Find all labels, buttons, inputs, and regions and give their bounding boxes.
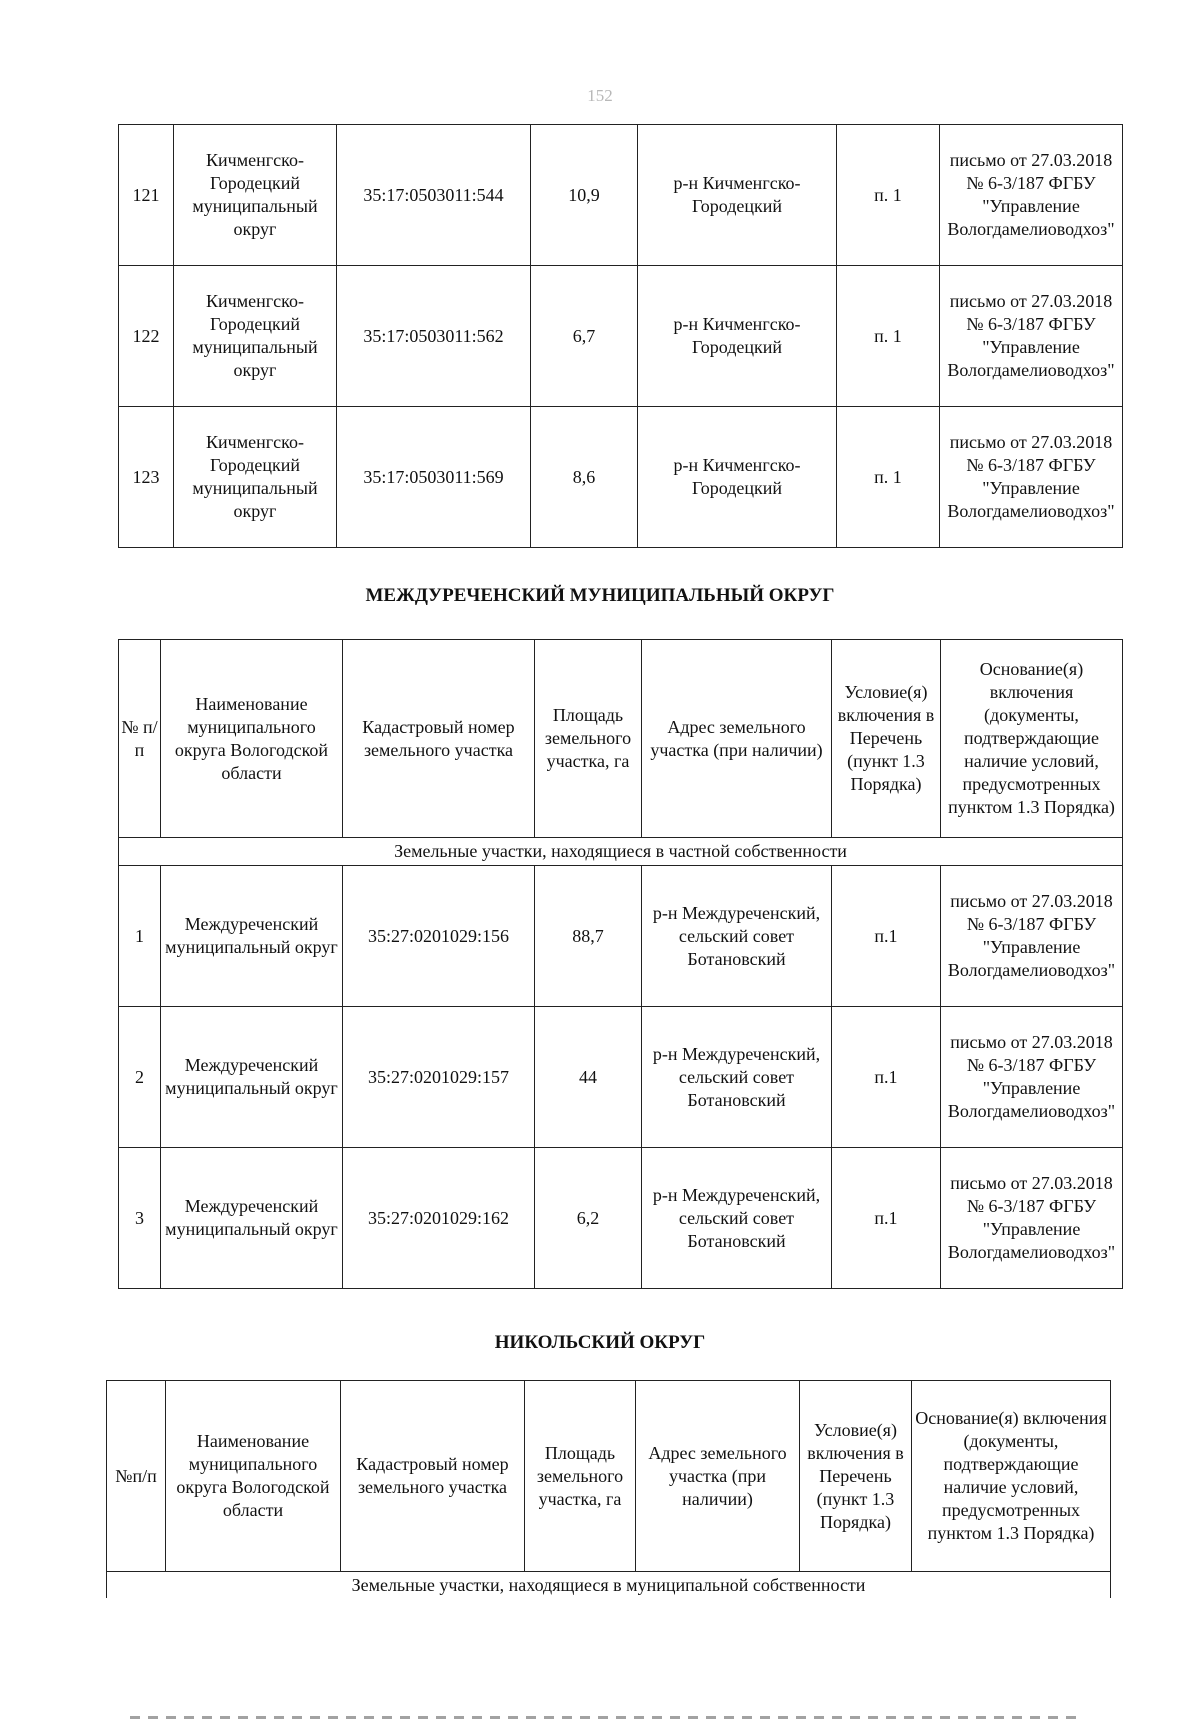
inclusion-basis: письмо от 27.03.2018 № 6-3/187 ФГБУ "Управление Вологдамелиоводхоз" bbox=[941, 1007, 1123, 1148]
row-number: 2 bbox=[119, 1007, 161, 1148]
column-header: Адрес земельного участка (при наличии) bbox=[636, 1381, 800, 1572]
cadastral-number: 35:27:0201029:162 bbox=[343, 1148, 535, 1289]
plot-area: 88,7 bbox=[535, 866, 642, 1007]
section-title-mezhdurechensky: МЕЖДУРЕЧЕНСКИЙ МУНИЦИПАЛЬНЫЙ ОКРУГ bbox=[365, 585, 835, 606]
inclusion-basis: письмо от 27.03.2018 № 6-3/187 ФГБУ "Управление Вологдамелиоводхоз" bbox=[940, 125, 1123, 266]
scan-artifact-line bbox=[130, 1716, 1080, 1719]
column-header: Условие(я) включения в Перечень (пункт 1.3 Порядка) bbox=[832, 640, 941, 838]
row-number: 121 bbox=[119, 125, 174, 266]
cadastral-number: 35:17:0503011:569 bbox=[337, 407, 531, 548]
column-header: Кадастровый номер земельного участка bbox=[343, 640, 535, 838]
page-number: 152 bbox=[587, 86, 613, 105]
column-header: №п/п bbox=[107, 1381, 166, 1572]
inclusion-condition: п. 1 bbox=[837, 407, 940, 548]
table-row bbox=[119, 1148, 1123, 1289]
cadastral-number: 35:27:0201029:156 bbox=[343, 866, 535, 1007]
table-row bbox=[119, 866, 1123, 1007]
cadastral-number: 35:27:0201029:157 bbox=[343, 1007, 535, 1148]
table-row bbox=[119, 1007, 1123, 1148]
table-header-row bbox=[119, 640, 1123, 838]
district-name: Кичменгско-Городецкий муниципальный округ bbox=[174, 266, 337, 407]
table-nikolsky bbox=[106, 1380, 1111, 1598]
row-number: 3 bbox=[119, 1148, 161, 1289]
ownership-subheader: Земельные участки, находящиеся в частной собственности bbox=[119, 838, 1123, 866]
inclusion-basis: письмо от 27.03.2018 № 6-3/187 ФГБУ "Управление Вологдамелиоводхоз" bbox=[941, 866, 1123, 1007]
table-row bbox=[119, 266, 1123, 407]
inclusion-basis: письмо от 27.03.2018 № 6-3/187 ФГБУ "Управление Вологдамелиоводхоз" bbox=[941, 1148, 1123, 1289]
column-header: Условие(я) включения в Перечень (пункт 1.3 Порядка) bbox=[800, 1381, 912, 1572]
plot-address: р-н Кичменгско-Городецкий bbox=[638, 125, 837, 266]
district-name: Междуреченский муниципальный округ bbox=[161, 866, 343, 1007]
plot-address: р-н Кичменгско-Городецкий bbox=[638, 266, 837, 407]
district-name: Междуреченский муниципальный округ bbox=[161, 1007, 343, 1148]
row-number: 1 bbox=[119, 866, 161, 1007]
column-header: Наименование муниципального округа Вологодской области bbox=[166, 1381, 341, 1572]
plot-area: 8,6 bbox=[531, 407, 638, 548]
ownership-subheader: Земельные участки, находящиеся в муниципальной собственности bbox=[107, 1572, 1111, 1599]
row-number: 122 bbox=[119, 266, 174, 407]
table-subheader-row bbox=[107, 1572, 1111, 1599]
table-kichmengsko-gorodetsky bbox=[118, 124, 1123, 548]
column-header: Наименование муниципального округа Вологодской области bbox=[161, 640, 343, 838]
plot-address: р-н Кичменгско-Городецкий bbox=[638, 407, 837, 548]
column-header: № п/п bbox=[119, 640, 161, 838]
column-header: Площадь земельного участка, га bbox=[525, 1381, 636, 1572]
plot-address: р-н Междуреченский, сельский совет Ботановский bbox=[642, 1007, 832, 1148]
plot-address: р-н Междуреченский, сельский совет Ботановский bbox=[642, 1148, 832, 1289]
table-header-row bbox=[107, 1381, 1111, 1572]
column-header: Адрес земельного участка (при наличии) bbox=[642, 640, 832, 838]
plot-area: 44 bbox=[535, 1007, 642, 1148]
inclusion-condition: п. 1 bbox=[837, 266, 940, 407]
inclusion-condition: п. 1 bbox=[837, 125, 940, 266]
cadastral-number: 35:17:0503011:544 bbox=[337, 125, 531, 266]
inclusion-basis: письмо от 27.03.2018 № 6-3/187 ФГБУ "Управление Вологдамелиоводхоз" bbox=[940, 266, 1123, 407]
section-title-nikolsky: НИКОЛЬСКИЙ ОКРУГ bbox=[494, 1332, 706, 1353]
table-row bbox=[119, 125, 1123, 266]
cadastral-number: 35:17:0503011:562 bbox=[337, 266, 531, 407]
inclusion-condition: п.1 bbox=[832, 1148, 941, 1289]
inclusion-condition: п.1 bbox=[832, 866, 941, 1007]
column-header: Основание(я) включения (документы, подтверждающие наличие условий, предусмотренных пунктом 1.3 Порядка) bbox=[941, 640, 1123, 838]
plot-area: 6,2 bbox=[535, 1148, 642, 1289]
table-subheader-row bbox=[119, 838, 1123, 866]
table-row bbox=[119, 407, 1123, 548]
plot-address: р-н Междуреченский, сельский совет Ботановский bbox=[642, 866, 832, 1007]
district-name: Междуреченский муниципальный округ bbox=[161, 1148, 343, 1289]
table-mezhdurechensky bbox=[118, 639, 1123, 1289]
plot-area: 10,9 bbox=[531, 125, 638, 266]
column-header: Основание(я) включения (документы, подтверждающие наличие условий, предусмотренных пунктом 1.3 Порядка) bbox=[912, 1381, 1111, 1572]
plot-area: 6,7 bbox=[531, 266, 638, 407]
column-header: Кадастровый номер земельного участка bbox=[341, 1381, 525, 1572]
district-name: Кичменгско-Городецкий муниципальный округ bbox=[174, 407, 337, 548]
row-number: 123 bbox=[119, 407, 174, 548]
inclusion-basis: письмо от 27.03.2018 № 6-3/187 ФГБУ "Управление Вологдамелиоводхоз" bbox=[940, 407, 1123, 548]
inclusion-condition: п.1 bbox=[832, 1007, 941, 1148]
district-name: Кичменгско-Городецкий муниципальный округ bbox=[174, 125, 337, 266]
column-header: Площадь земельного участка, га bbox=[535, 640, 642, 838]
